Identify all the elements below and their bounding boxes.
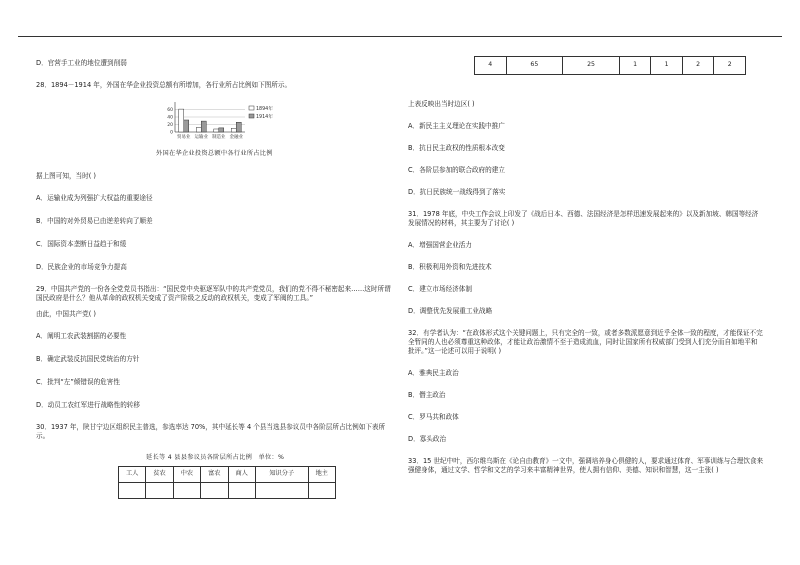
chart-x-tick-label: 贸易业 [177, 135, 191, 140]
q30-value-cell: 2 [682, 57, 714, 75]
q33-stem: 33．15 世纪中叶，西尔维乌斯在《论自由教育》一文中，强调培养身心俱健的人，要求通过体育、军事训练与合理饮食来强健身体，通过文学、哲学和文艺的学习来丰富精神世界，使人拥有信仰、美德、知识和智慧，这一主张( ) [408, 457, 764, 474]
chart-y-tick-label: 20 [167, 123, 173, 128]
q31-option-c: C．建立市场经济体制 [408, 285, 472, 293]
chart-y-tick-label: 0 [170, 130, 173, 136]
chart-x-tick-label: 金融业 [229, 135, 243, 140]
q30-header-cell: 知识分子 [255, 467, 308, 483]
q29-option-c: C．批判“左”倾错误的危害性 [36, 378, 120, 386]
q29-option-a: A．阐明工农武装割据的必要性 [36, 332, 127, 340]
q30-empty-cell [308, 483, 335, 499]
q30-table-header [118, 466, 336, 499]
q31-stem: 31．1978 年底，中央工作会议上印发了《战后日本、西德、法国经济是怎样迅速发展起来的》以及新加坡、韩国等经济发展情况的材料，其主要为了讨论( ) [408, 210, 759, 227]
q32-option-d: D．寡头政治 [408, 435, 447, 443]
q28-option-d: D．民族企业的市场竞争力提高 [36, 263, 127, 271]
q28-chart [161, 96, 291, 144]
q30-value-cell: 25 [563, 57, 620, 75]
q30-value-cell: 1 [651, 57, 683, 75]
q30-value-cell: 4 [475, 57, 507, 75]
q30-header-cell: 中农 [173, 467, 200, 483]
chart-bar [179, 109, 184, 132]
q30-empty-cell [201, 483, 228, 499]
header-rule [18, 36, 782, 37]
q28-option-b: B．中国的对外贸易已由逆差转向了顺差 [36, 217, 153, 225]
q30-option-c: C．各阶层参加的联合政府的建立 [408, 166, 505, 174]
q30-stem: 30．1937 年，陕甘宁边区组织民主普选，参选率达 70%，其中延长等 4 个县当选县参议员中各阶层所占比例如下表所示。 [36, 423, 386, 440]
q30-value-cell: 65 [506, 57, 563, 75]
q28-chart-caption: 外国在华企业投资总额中各行业所占比例 [156, 150, 273, 157]
q27-option-d: D．官营手工业的地位遭到削弱 [36, 59, 127, 67]
q30-value-cell: 1 [619, 57, 651, 75]
q30-header-cell: 商人 [228, 467, 255, 483]
chart-x-tick-label: 制造业 [212, 135, 226, 140]
q32-stem: 32．有学者认为：“在政体形式这个关键问题上，只有完全的一致，或者多数派愿意到近乎全体一致的程度，才能保证不完全暂同的人也必须尊重这种政体，才能让政治激情不至于造成流血，同时让国家所有权威部门受到人们充分而自如地平和批评。”这一论述可以用于说明( ) [408, 329, 763, 355]
q29-stem: 29．中国共产党的一份各全党党员书指出：“国民党中央驱逐军队中的共产党党员，我们的党不得不秘密起来……这时所谓国民政府是什么？他从革命的政权机关变成了资产阶级之反动的政权机关，变成了军阀的工具。” [36, 285, 391, 302]
chart-legend-swatch [249, 114, 254, 118]
q31-option-d: D．调整优先发展重工业战略 [408, 307, 493, 315]
chart-bar [214, 129, 219, 132]
q30-table-values [474, 56, 746, 75]
chart-bar [231, 128, 236, 132]
q31-option-b: B．积极利用外资和先进技术 [408, 263, 492, 271]
chart-x-tick-label: 运输业 [194, 135, 208, 140]
chart-legend-swatch [249, 106, 254, 110]
chart-bar [196, 128, 201, 133]
chart-bar [219, 128, 224, 132]
q32-option-b: B．僭主政治 [408, 391, 446, 399]
chart-legend-label: 1894年 [256, 107, 274, 112]
chart-y-tick-label: 40 [167, 115, 173, 121]
q30-value-cell: 2 [714, 57, 746, 75]
q30-empty-cell [119, 483, 146, 499]
q31-option-a: A．增强国营企业活力 [408, 241, 472, 249]
q30-header-cell: 地主 [308, 467, 335, 483]
q30-header-cell: 富农 [201, 467, 228, 483]
q28-followup: 据上图可知，当时( ) [36, 172, 96, 180]
q28-option-c: C．国际资本垄断日益趋于和缓 [36, 240, 127, 248]
chart-legend-label: 1914年 [256, 115, 274, 120]
q30-option-d: D．抗日民族统一战线得到了落实 [408, 188, 506, 196]
q29-option-d: D．动员工农红军进行战略性的转移 [36, 401, 140, 409]
chart-bar [236, 122, 241, 132]
q29-followup: 由此，中国共产党( ) [36, 310, 96, 318]
chart-bar [201, 121, 206, 132]
q30-option-b: B．抗日民主政权的性质根本改变 [408, 144, 505, 152]
q29-option-b: B．确定武装反抗国民党统治的方针 [36, 355, 140, 363]
q30-empty-cell [173, 483, 200, 499]
chart-bar [184, 120, 189, 132]
q30-empty-cell [146, 483, 173, 499]
q30-option-a: A．新民主主义理论在实践中推广 [408, 122, 505, 130]
q30-header-cell: 工人 [119, 467, 146, 483]
q32-option-a: A．雅典民主政治 [408, 369, 459, 377]
q30-header-cell: 贫农 [146, 467, 173, 483]
q30-empty-cell [255, 483, 308, 499]
q30-table-caption: 延长等 4 县县参议员各阶层所占比例 单位：% [146, 454, 285, 461]
q28-option-a: A．运输业成为列强扩大权益的重要途径 [36, 194, 153, 202]
q32-option-c: C．罗马共和政体 [408, 413, 459, 421]
q30-empty-cell [228, 483, 255, 499]
q30-followup: 上表反映出当时边区( ) [408, 100, 475, 108]
q28-stem: 28．1894－1914 年，外国在华企业投资总额有所增加，各行业所占比例如下图所示。 [36, 81, 292, 89]
chart-y-tick-label: 60 [167, 108, 173, 113]
